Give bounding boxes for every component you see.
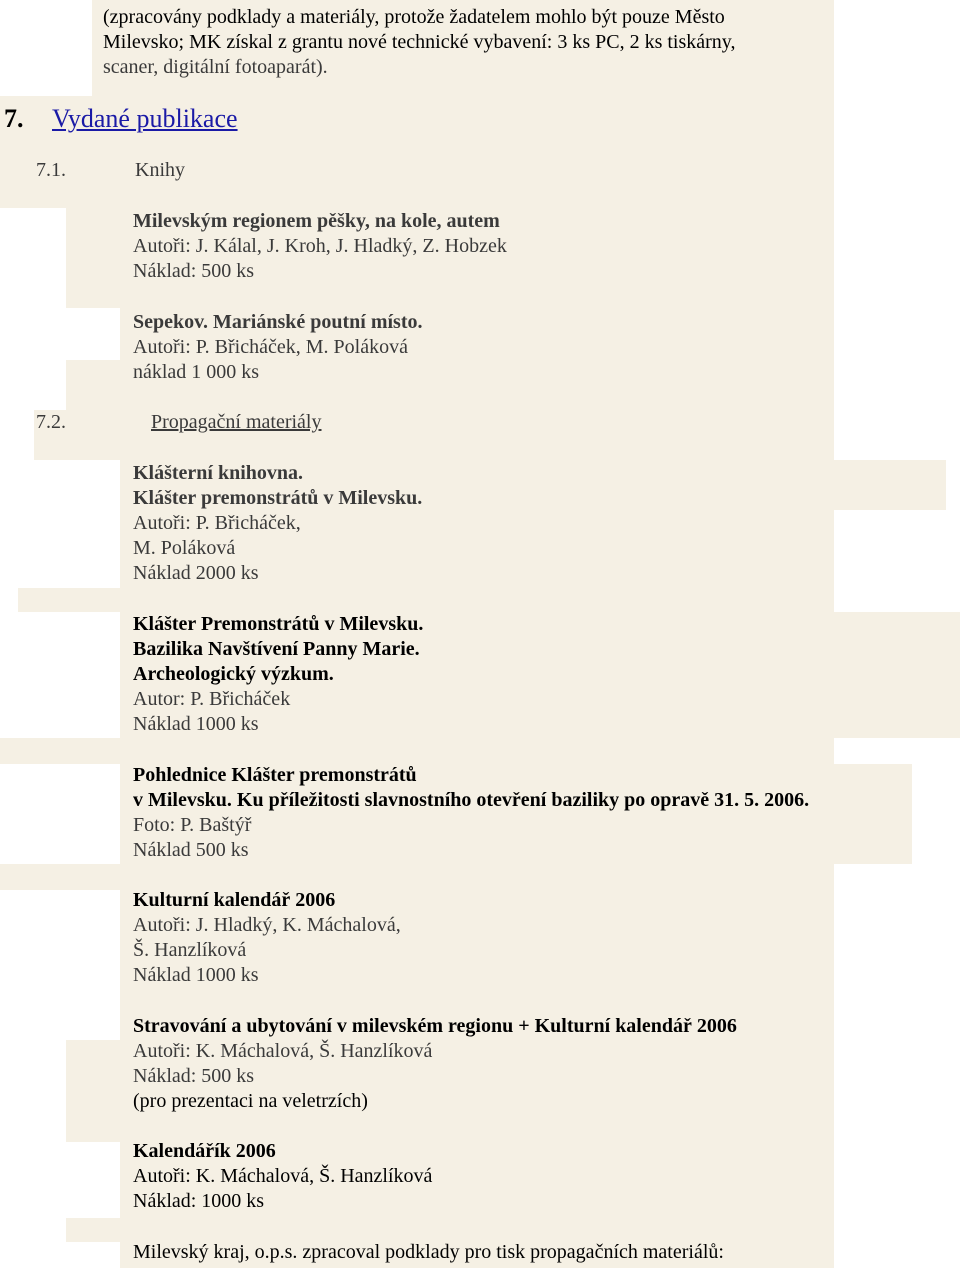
promo-detail: Náklad 1000 ks (133, 964, 259, 986)
promo-detail: Náklad: 500 ks (133, 1065, 255, 1087)
footer-text: Milevský kraj, o.p.s. zpracoval podklady pro tisk propagačních materiálů: (133, 1241, 724, 1263)
subsection-number: 7.2. (36, 411, 66, 433)
section-number: 7. (4, 104, 24, 133)
promo-title: Stravování a ubytování v milevském regionu + Kulturní kalendář 2006 (133, 1015, 737, 1037)
subsection-title: Propagační materiály (151, 411, 322, 433)
intro-line: (zpracovány podklady a materiály, protože žadatelem mohlo být pouze Město (103, 6, 725, 28)
intro-line: scaner, digitální fotoaparát). (103, 56, 328, 78)
section-title (52, 104, 238, 134)
subsection-number: 7.1. (36, 159, 66, 181)
book-print: náklad 1 000 ks (133, 361, 260, 383)
promo-title: Bazilika Navštívení Panny Marie. (133, 638, 420, 660)
promo-title: Klášter premonstrátů v Milevsku. (133, 487, 423, 509)
section-title-link[interactable]: Vydané publikace (52, 104, 238, 133)
promo-detail: Foto: P. Baštýř (133, 814, 252, 836)
promo-title: Pohlednice Klášter premonstrátů (133, 764, 417, 786)
book-title: Milevským regionem pěšky, na kole, autem (133, 210, 500, 232)
intro-line: Milevsko; MK získal z grantu nové technické vybavení: 3 ks PC, 2 ks tiskárny, (103, 31, 736, 53)
book-authors: Autoři: J. Kálal, J. Kroh, J. Hladký, Z. Hobzek (133, 235, 507, 257)
promo-detail: Náklad 500 ks (133, 839, 249, 861)
promo-title: Klášterní knihovna. (133, 462, 304, 484)
promo-detail: Autoři: K. Máchalová, Š. Hanzlíková (133, 1040, 433, 1062)
promo-detail: Autoři: P. Břicháček, (133, 512, 301, 534)
promo-title: v Milevsku. Ku příležitosti slavnostního otevření baziliky po opravě 31. 5. 2006. (133, 789, 810, 811)
book-authors: Autoři: P. Břicháček, M. Poláková (133, 336, 408, 358)
promo-title: Kulturní kalendář 2006 (133, 889, 336, 911)
promo-detail: Autoři: J. Hladký, K. Máchalová, (133, 914, 401, 936)
subsection-title: Knihy (135, 159, 185, 181)
bg-block (0, 864, 834, 890)
bg-block (66, 1218, 834, 1242)
promo-detail: Náklad 1000 ks (133, 713, 259, 735)
promo-title: Klášter Premonstrátů v Milevsku. (133, 613, 424, 635)
bg-block (0, 738, 834, 764)
promo-detail: Autor: P. Břicháček (133, 688, 291, 710)
promo-detail: Náklad 2000 ks (133, 562, 259, 584)
promo-detail: M. Poláková (133, 537, 236, 559)
promo-detail: (pro prezentaci na veletrzích) (133, 1090, 368, 1112)
promo-detail: Autoři: K. Máchalová, Š. Hanzlíková (133, 1165, 433, 1187)
book-title: Sepekov. Mariánské poutní místo. (133, 311, 423, 333)
promo-title: Kalendářík 2006 (133, 1140, 276, 1162)
promo-title: Archeologický výzkum. (133, 663, 334, 685)
promo-detail: Š. Hanzlíková (133, 939, 247, 961)
promo-detail: Náklad: 1000 ks (133, 1190, 265, 1212)
book-print: Náklad: 500 ks (133, 260, 255, 282)
bg-block (18, 588, 834, 612)
